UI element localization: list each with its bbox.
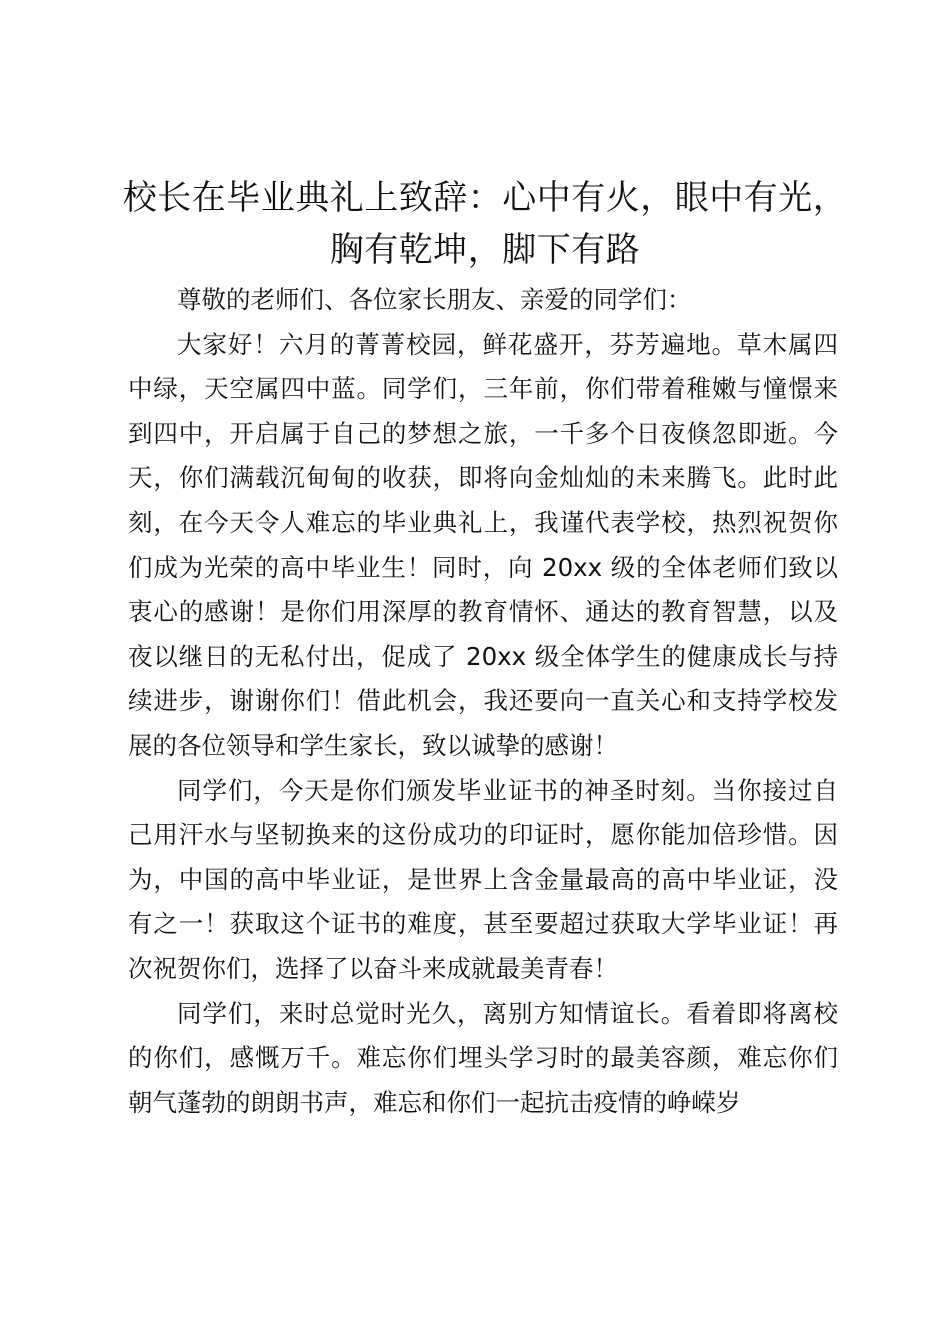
body-paragraph: 同学们，今天是你们颁发毕业证书的神圣时刻。当你接过自己用汗水与坚韧换来的这份成功的印证时，愿你能加倍珍惜。因为，中国的高中毕业证，是世界上含金量最高的高中毕业证，没有之一！获取这个证书的难度，甚至要超过获取大学毕业证！再次祝贺你们，选择了以奋斗来成就最美青春！ — [128, 775, 838, 983]
salutation-paragraph: 尊敬的老师们、各位家长朋友、亲爱的同学们： — [177, 285, 692, 314]
body-paragraph: 大家好！六月的菁菁校园，鲜花盛开，芬芳遍地。草木属四中绿，天空属四中蓝。同学们，三年前，你们带着稚嫩与憧憬来到四中，开启属于自己的梦想之旅，一千多个日夜倏忽即逝。今天，你们满载沉甸甸的收获，即将向金灿灿的未来腾飞。此时此刻，在今天令人难忘的毕业典礼上，我谨代表学校，热烈祝贺你们成为光荣的高中毕业生！同时，向 20xx 级的全体老师们致以衷心的感谢！是你们用深厚的教育情怀、通达的教育智慧，以及夜以继日的无私付出，促成了 20xx 级全体学生的健康成长与持续进步，谢谢你们！借此机会，我还要向一直关心和支持学校发展的各位领导和学生家长，致以诚挚的感谢！ — [128, 329, 838, 760]
document-title: 校长在毕业典礼上致辞：心中有火，眼中有光，胸有乾坤，脚下有路 — [122, 178, 848, 270]
body-paragraph: 同学们，来时总觉时光久，离别方知情谊长。看着即将离校的你们，感慨万千。难忘你们埋头学习时的最美容颜，难忘你们朝气蓬勃的朗朗书声，难忘和你们一起抗击疫情的峥嵘岁 — [128, 998, 838, 1117]
document-body — [128, 278, 838, 1125]
